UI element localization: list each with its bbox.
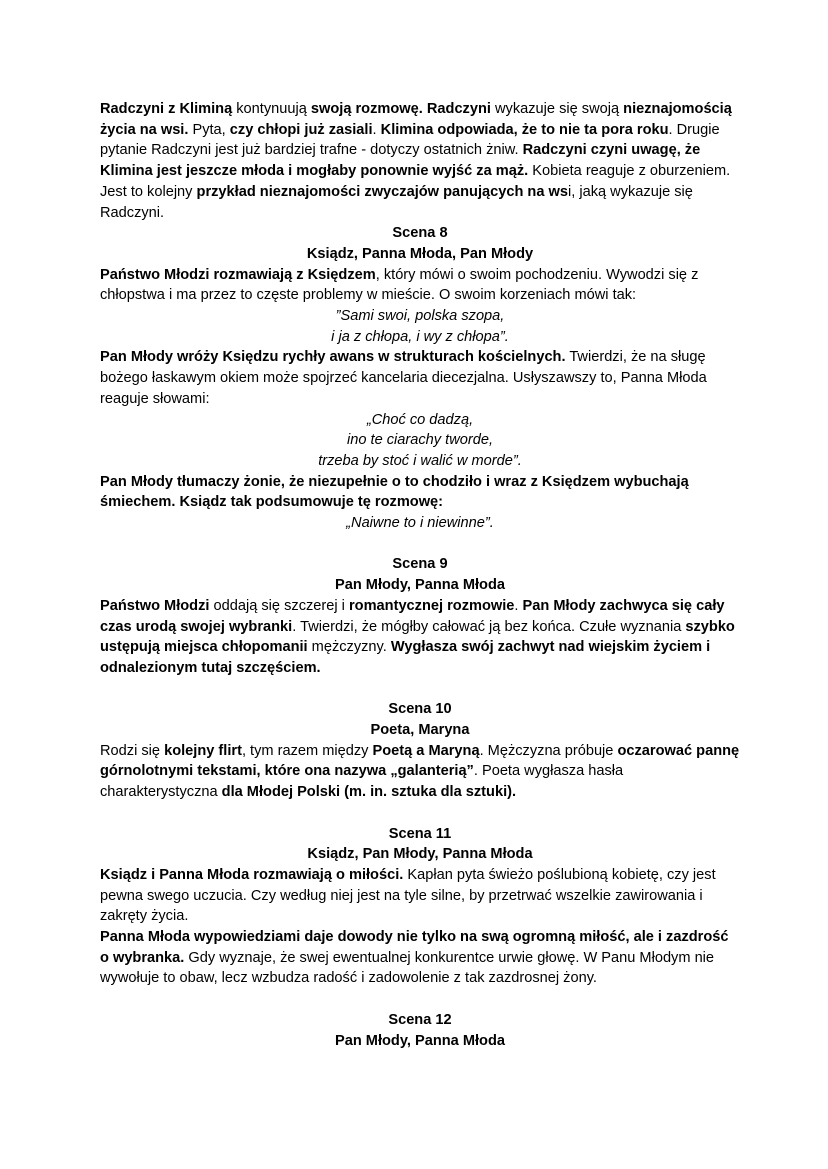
text-run: czy chłopi już zasiali [229,121,373,138]
scene-8-paragraph-1 [100,265,740,306]
scene-10-title: Scena 10 [388,701,452,718]
scene-8-quote-1: ”Sami swoi, polska szopa, i ja z chłopa, i wy z chłopa”. [331,308,509,345]
text-run: wykazuje się swoją [490,101,624,117]
text-run: oczarować pannę górnolotnymi tekstami, które ona nazywa „galanterią” [100,742,740,780]
text-run: szybko ustępują miejsca chłopomanii [100,618,735,656]
text-run: Radczyni [426,101,491,117]
text-run: oddają się szczerej i [209,597,349,614]
text-run: Radczyni czyni uwagę, że Klimina jest jeszcze młoda i mogłaby ponownie wyjść za mąż. [100,142,701,180]
scene-8-paragraph-2 [100,347,740,409]
text-run: Poetą a Maryną [372,742,480,759]
scene-9-paragraph-1 [100,596,740,679]
scene-8-title: Scena 8 [392,225,448,242]
text-run: Pyta, [188,121,230,138]
text-run: kolejny flirt [164,742,242,759]
text-run: Pan Młody wróży Księdzu rychły awans w strukturach kościelnych. [100,349,566,366]
intro-paragraph [100,99,740,223]
text-run: Państwo Młodzi [100,597,210,614]
scene-8-quote-2: „Choć co dadzą, ino te ciarachy tworde, trzeba by stoć i walić w morde”. [318,411,522,469]
text-run: kontynuują [232,101,311,117]
text-run: Radczyni z Kliminą [100,101,233,117]
text-run: Klimina odpowiada, że to nie ta pora roku [380,121,669,138]
scene-11-characters: Ksiądz, Pan Młody, Panna Młoda [307,846,533,863]
text-run: swoją rozmowę. [310,101,423,117]
text-run: nieznajomością życia na wsi. [100,101,732,138]
text-run: . [514,597,523,614]
text-run: dla Młodej Polski (m. in. sztuka dla sztuki). [221,784,517,801]
scene-8-characters: Ksiądz, Panna Młoda, Pan Młody [306,245,534,262]
scene-11-paragraph-1 [100,865,740,927]
document-content [100,99,740,1051]
text-run: romantycznej rozmowie [348,597,515,614]
text-run: Państwo Młodzi rozmawiają z Księdzem [100,266,376,283]
text-run: . Mężczyzna próbuje [479,742,618,759]
text-run: . [372,121,381,138]
text-run: Panna Młoda wypowiedziami daje dowody nie tylko na swą ogromną miłość, ale i zazdrość o wybranka. [100,929,729,966]
text-run: Pan Młody zachwyca się cały czas urodą swojej wybranki [100,597,725,635]
text-run: Wygłasza swój zachwyt nad wiejskim życiem i odnalezionym tutaj szczęściem. [100,639,711,676]
scene-8-paragraph-3 [100,472,740,513]
text-run: . Twierdzi, że mógłby całować ją bez końca. Czułe wyznania [292,618,686,635]
text-run: mężczyzny. [307,639,391,656]
text-run: . Drugie pytanie Radczyni jest już bardziej trafne - dotyczy ostatnich żniw. [100,121,720,159]
scene-8-quote-3: „Naiwne to i niewinne”. [346,515,494,532]
text-run: , który mówi o swoim pochodzeniu. Wywodzi się z chłopstwa i ma przez to częste problemy w mieście. O swoim korzeniach mówi tak: [100,266,699,304]
text-run: Rodzi się [100,742,165,759]
text-run: Kobieta reaguje z oburzeniem. Jest to kolejny [100,163,731,200]
scene-9-characters: Pan Młody, Panna Młoda [334,577,505,594]
scene-11-paragraph-2 [100,927,740,989]
text-run: . Poeta wygłasza hasła charakterystyczna [100,763,624,801]
scene-12-characters: Pan Młody, Panna Młoda [334,1032,505,1049]
scene-11-title: Scena 11 [388,825,452,842]
text-run: , tym razem między [241,742,373,759]
scene-10-paragraph-1 [100,741,740,803]
text-run: i, jaką wykazuje się Radczyni. [100,183,693,221]
text-run: Pan Młody tłumaczy żonie, że niezupełnie o to chodziło i wraz z Księdzem wybuchają śmiechem. Ksiądz tak podsumowuje tę rozmowę: [100,473,689,511]
text-run: przykład nieznajomości zwyczajów panujących na ws [196,183,568,200]
text-run: Twierdzi, że na sługę bożego łaskawym okiem może spojrzeć kancelaria diecezjalna. Usłyszawszy to, Panna Młoda reaguje słowami: [100,349,707,407]
scene-10-characters: Poeta, Maryna [370,722,470,739]
scene-12-title: Scena 12 [388,1011,452,1028]
text-run: Gdy wyznaje, że swej ewentualnej konkurentce urwie głowę. W Panu Młodym nie wywołuje to obaw, lecz wzbudza radość i zadowolenie z tak zazdrosnej żony. [100,949,715,987]
text-run: Kapłan pyta świeżo poślubioną kobietę, czy jest pewna swego uczucia. Czy według niej jest na tyle silne, by przetrwać wszelkie zawirowania i zakręty życia. [100,866,716,925]
scene-9-title: Scena 9 [392,556,448,573]
text-run: Ksiądz i Panna Młoda rozmawiają o miłości. [100,866,404,883]
